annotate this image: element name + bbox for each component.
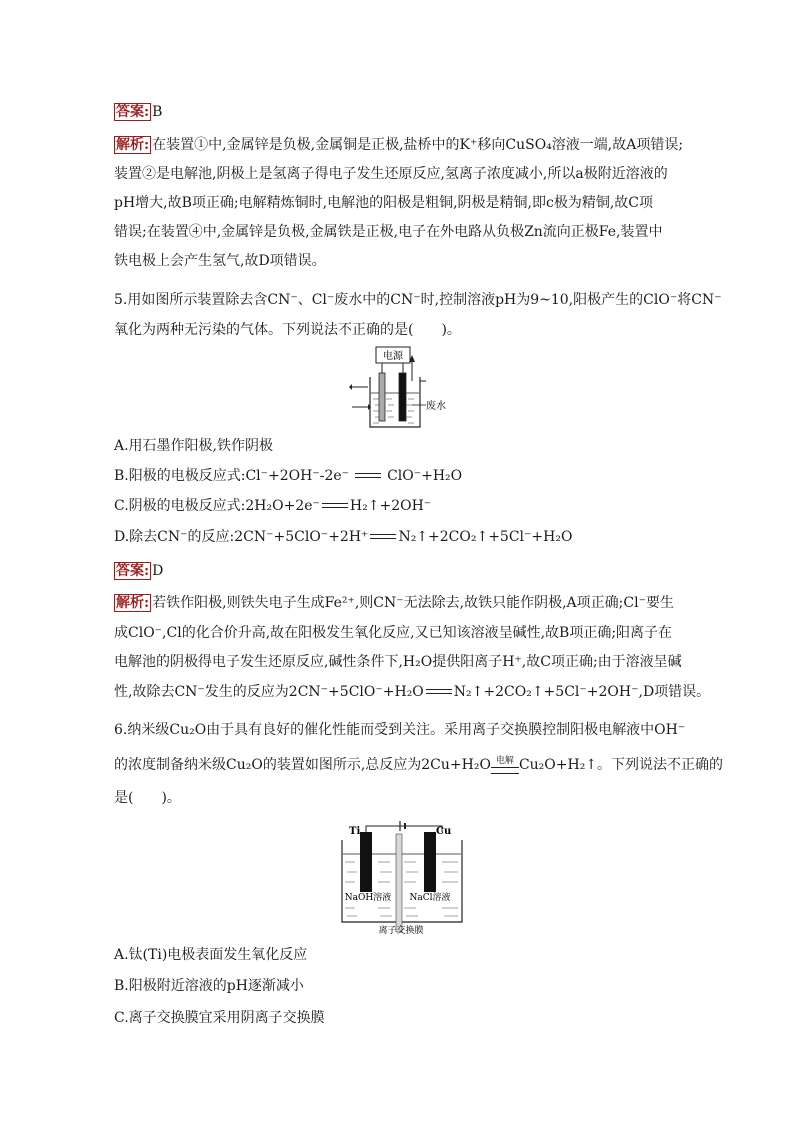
equals-sign	[370, 533, 396, 541]
q4-answer-line	[114, 103, 684, 121]
q6-option-c: C.离子交换膜宜采用阴离子交换膜	[114, 1010, 325, 1026]
q6-stem-line-2: 的浓度制备纳米级Cu₂O的装置如图所示,总反应为2Cu+H₂O 电解 Cu₂O+H₂↑。下列说法不正确的	[114, 755, 724, 773]
q5-analysis-line-4: 性,故除去CN⁻发生的反应为2CN⁻+5ClO⁻+H₂O N₂↑+2CO₂↑+5Cl⁻+2OH⁻,D项错误。	[114, 684, 711, 700]
ti-electrode	[360, 832, 372, 892]
q5-answer: D	[152, 563, 164, 579]
nacl-solution-label: NaCl溶液	[409, 893, 451, 903]
q5-option-c: C.阴极的电极反应式:2H₂O+2e⁻ H₂↑+2OH⁻	[114, 498, 432, 514]
answer-tag: 答案:	[116, 104, 150, 120]
cu-electrode	[424, 832, 436, 892]
graphite-electrode	[379, 373, 385, 421]
equals-sign	[355, 472, 381, 480]
q5-analysis-line-1: 解析: 若铁作阳极,则铁失电子生成Fe²⁺,则CN⁻无法除去,故铁只能作阴极,A项正确;Cl⁻要生	[116, 595, 674, 611]
ti-electrode-label: Ti	[349, 826, 361, 837]
q4-answer: B	[152, 104, 163, 120]
q6-stem-line-3: 是( )。	[114, 790, 181, 806]
q6-stem-line-1: 6.纳米级Cu₂O由于具有良好的催化性能而受到关注。采用离子交换膜控制阳极电解液中OH⁻	[114, 722, 686, 738]
equals-sign	[426, 688, 452, 696]
q6-option-a: A.钛(Ti)电极表面发生氧化反应	[114, 947, 308, 963]
q5-apparatus-diagram	[350, 345, 460, 431]
q4-analysis-line-2: 装置②是电解池,阴极上是氢离子得电子发生还原反应,氢离子浓度减小,所以a极附近溶液的	[114, 166, 668, 182]
q6-option-b: B.阳极附近溶液的pH逐渐减小	[114, 978, 304, 994]
q6-apparatus-diagram	[338, 812, 468, 936]
q5-stem-line-1: 5.用如图所示装置除去含CN⁻、Cl⁻废水中的CN⁻时,控制溶液pH为9~10,阳极产生的ClO⁻将CN⁻	[114, 292, 722, 308]
q5-option-b: B.阳极的电极反应式:Cl⁻+2OH⁻-2e⁻ ClO⁻+H₂O	[114, 468, 463, 484]
cu-electrode-label: Cu	[436, 826, 452, 837]
electrolysis-tank	[370, 377, 420, 427]
electrolysis-condition-sign: 电解	[491, 757, 519, 774]
ion-exchange-membrane	[396, 834, 402, 932]
answer-tag: 答案:	[116, 563, 150, 579]
equals-sign	[322, 502, 348, 510]
q4-analysis-line-1: 解析: 在装置①中,金属锌是负极,金属铜是正极,盐桥中的K⁺移向CuSO₄溶液一端,故A项错误;	[116, 137, 684, 153]
iron-electrode	[399, 373, 406, 421]
q4-analysis-line-5: 铁电极上会产生氢气,故D项错误。	[114, 253, 326, 269]
q5-option-a: A.用石墨作阳极,铁作阴极	[114, 438, 274, 454]
q5-analysis-line-2: 成ClO⁻,Cl的化合价升高,故在阳极发生氧化反应,又已知该溶液呈碱性,故B项正确;阳离子在	[114, 625, 673, 641]
q5-option-d: D.除去CN⁻的反应:2CN⁻+5ClO⁻+2H⁺ N₂↑+2CO₂↑+5Cl⁻+H₂O	[114, 529, 573, 545]
analysis-tag: 解析:	[116, 137, 150, 153]
q5-stem-line-2: 氧化为两种无污染的气体。下列说法不正确的是( )。	[114, 322, 461, 338]
waste-water-label: 废水	[426, 401, 446, 412]
q4-analysis-line-4: 错误;在装置④中,金属锌是负极,金属铁是正极,电子在外电路从负极Zn流向正极Fe,装置中	[114, 224, 663, 240]
q5-answer-line	[114, 562, 684, 580]
analysis-tag: 解析:	[116, 595, 150, 611]
power-label: 电源	[383, 351, 403, 362]
q5-analysis-line-3: 电解池的阴极得电子发生还原反应,碱性条件下,H₂O提供阳离子H⁺,故C项正确;由于溶液呈碱	[114, 654, 682, 670]
naoh-solution-label: NaOH溶液	[344, 893, 392, 903]
q4-analysis-line-3: pH增大,故B项正确;电解精炼铜时,电解池的阳极是粗铜,阴极是精铜,即c极为精铜,故C项	[114, 195, 653, 211]
membrane-label: 离子交换膜	[378, 926, 424, 936]
